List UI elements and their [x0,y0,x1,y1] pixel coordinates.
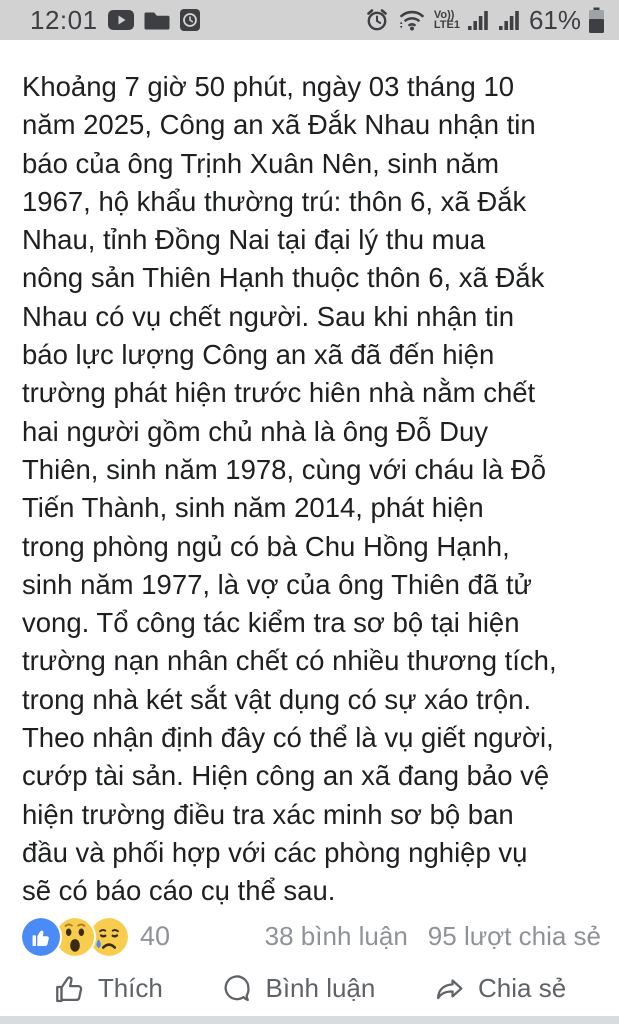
bottom-strip [0,1016,619,1024]
post-text-line: năm 2025, Công an xã Đắk Nhau nhận tin [22,109,536,141]
post-text-line: vong. Tổ công tác kiểm tra sơ bộ tại hiện [22,607,520,639]
post-text-line: Tiến Thành, sinh năm 2014, phát hiện [22,492,484,524]
action-bar [0,957,619,1015]
signal-bars-sim1 [467,7,491,33]
post-text-line: trong phòng ngủ có bà Chu Hồng Hạnh, [22,530,510,562]
comment-button-label: Bình luận [265,973,376,1004]
like-button[interactable] [47,968,169,1010]
comment-count[interactable]: 38 bình luận [264,921,408,952]
volte-label: Vo)) LTE1 [433,9,460,31]
post-text-line: cướp tài sản. Hiện công an xã đang bảo vệ [22,760,550,792]
post-text-line: hai người gồm chủ nhà là ông Đỗ Duy [22,415,489,447]
post-text-line: 1967, hộ khẩu thường trú: thôn 6, xã Đắk [22,185,527,217]
post-text-line: báo lực lượng Công an xã đã đến hiện [22,339,495,371]
post-text-line: nông sản Thiên Hạnh thuộc thôn 6, xã Đắk [22,262,545,294]
post-text-line: Khoảng 7 giờ 50 phút, ngày 03 tháng 10 [22,71,515,102]
alarm-icon [364,7,390,33]
status-bar [0,0,619,40]
post-text-line: báo của ông Trịnh Xuân Nên, sinh năm [22,147,499,179]
post-text-line: hiện trường điều tra xác minh sơ bộ ban [22,798,514,830]
comment-bubble-icon [220,972,254,1006]
share-count[interactable]: 95 lượt chia sẻ [427,921,601,952]
thumb-up-icon [53,972,87,1006]
post-text-line: sẽ có báo cáo cụ thể sau. [22,875,336,907]
post-text-line: trường nạn nhân chết có nhiều thương tích, [22,645,557,677]
battery-percent: 61% [528,4,581,35]
screen-recorder-icon [179,8,201,32]
engagement-row [0,911,619,957]
comment-button[interactable] [214,968,381,1010]
folder-icon [144,9,170,31]
youtube-icon [107,9,135,31]
post-text-line: Theo nhận định đây có thể là vụ giết người, [22,722,554,754]
clock-time: 12:01 [30,4,98,35]
signal-bars-sim2 [498,7,522,33]
reaction-summary[interactable] [20,916,170,958]
battery-icon [588,7,605,34]
post-text-line: sinh năm 1977, là vợ của ông Thiên đã tử [22,568,532,600]
share-button-label: Chia sẻ [478,973,567,1004]
post-text [0,40,619,911]
share-arrow-icon [433,972,467,1006]
post-text-line: Nhau có vụ chết người. Sau khi nhận tin [22,300,515,332]
share-button[interactable] [427,968,572,1010]
post-text-line: đầu và phối hợp với các phòng nghiệp vụ [22,836,528,868]
post-text-line: trong nhà két sắt vật dụng có sự xáo trộn. [22,683,532,715]
wifi-icon [397,7,427,33]
like-reaction-icon [20,916,62,958]
post-text-line: Nhau, tỉnh Đồng Nai tại đại lý thu mua [22,224,486,256]
post-text-line: trường phát hiện trước hiên nhà nằm chết [22,377,536,409]
like-button-label: Thích [97,973,163,1004]
post-text-line: Thiên, sinh năm 1978, cùng với cháu là Đỗ [22,453,547,485]
reaction-count: 40 [140,921,171,952]
